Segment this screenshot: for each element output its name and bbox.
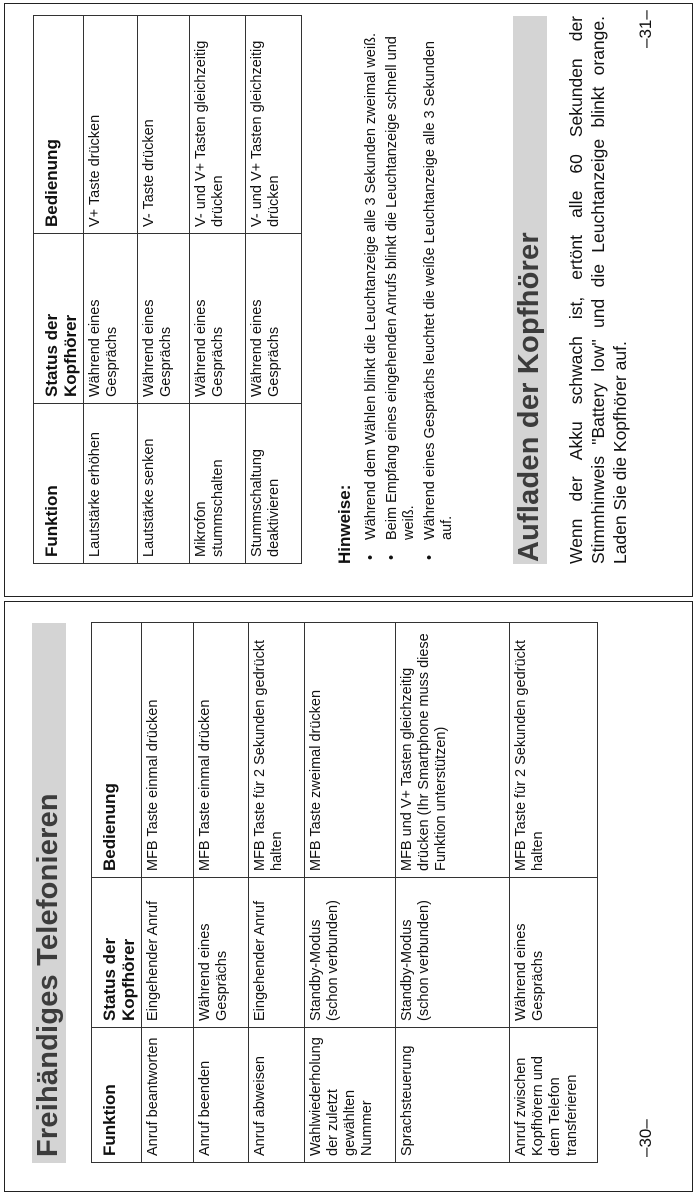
bullet-icon: •: [384, 554, 400, 560]
table-row: [138, 16, 190, 564]
table-row: [142, 623, 194, 1163]
header-cell: Bedienung: [92, 623, 142, 878]
notes-heading: Hinweise:: [335, 484, 354, 564]
header-cell: Funktion: [34, 404, 84, 564]
table-row: [249, 623, 305, 1163]
list-item: [363, 16, 380, 564]
table-cell: V- und V+ Tasten gleichzeitig drücken: [190, 16, 246, 234]
header-cell: Status der Kopfhörer: [92, 878, 142, 1028]
list-item: [384, 16, 418, 564]
table-header-row: [92, 623, 142, 1163]
table-row: [190, 16, 246, 564]
table-cell: MFB Taste für 2 Sekunden gedrückt halten: [249, 623, 305, 878]
header-cell: Bedienung: [34, 16, 84, 234]
charging-paragraph: Wenn der Akku schwach ist, ertönt alle 60 Sekunden der Stimmhinweis "Battery low" und die Leuchtanzeige blinkt orange. Laden Sie die Kopfhörer auf.: [566, 16, 630, 564]
table-cell: Anruf abweisen: [249, 1028, 305, 1163]
table-cell: Standby-Modus (schon verbunden): [396, 878, 510, 1028]
header-cell: Funktion: [92, 1028, 142, 1163]
page-number: –30–: [636, 1119, 655, 1157]
table-cell: Standby-Modus (schon verbunden): [305, 878, 396, 1028]
note-text: Beim Empfang eines eingehenden Anrufs blinkt die Leuchtanzeige schnell und weiß.: [384, 36, 417, 540]
table-cell: Wahlwiederholung der zuletzt gewählten Nummer: [305, 1028, 396, 1163]
table-cell: Eingehender Anruf: [142, 878, 194, 1028]
table-cell: Während eines Gesprächs: [190, 234, 246, 404]
table-header-row: [34, 16, 84, 564]
list-item: [422, 16, 456, 564]
table-row: [305, 623, 396, 1163]
page-30: [4, 601, 693, 1192]
table-cell: MFB Taste einmal drücken: [194, 623, 249, 878]
notes-list: [363, 16, 460, 564]
handsfree-table: [91, 622, 598, 1163]
table-cell: V- Taste drücken: [138, 16, 190, 234]
table-cell: Mikrofon stummschalten: [190, 404, 246, 564]
section-title-handsfree: Freihändiges Telefonieren: [32, 793, 64, 1157]
table-cell: Während eines Gesprächs: [246, 234, 302, 404]
table-cell: Anruf zwischen Kopfhörern und dem Telefon transferieren: [510, 1028, 598, 1163]
table-cell: V- und V+ Tasten gleichzeitig drücken: [246, 16, 302, 234]
table-cell: Während eines Gesprächs: [138, 234, 190, 404]
table-row: [510, 623, 598, 1163]
table-cell: MFB und V+ Tasten gleichzeitig drücken (Ihr Smartphone muss diese Funktion unterstützen): [396, 623, 510, 878]
table-cell: Während eines Gesprächs: [194, 878, 249, 1028]
table-cell: MFB Taste einmal drücken: [142, 623, 194, 878]
table-row: [246, 16, 302, 564]
table-cell: Anruf beenden: [194, 1028, 249, 1163]
section-title-charging: Aufladen der Kopfhörer: [513, 232, 545, 562]
table-cell: Eingehender Anruf: [249, 878, 305, 1028]
note-text: Während dem Wählen blinkt die Leuchtanzeige alle 3 Sekunden zweimal weiß.: [363, 33, 379, 540]
table-cell: Anruf beantworten: [142, 1028, 194, 1163]
table-cell: MFB Taste für 2 Sekunden gedrückt halten: [510, 623, 598, 878]
note-text: Während eines Gesprächs leuchtet die weiße Leuchtanzeige alle 3 Sekunden auf.: [422, 41, 455, 540]
bullet-icon: •: [363, 554, 379, 560]
table-cell: Während eines Gesprächs: [84, 234, 138, 404]
table-row: [84, 16, 138, 564]
page-number: –31–: [636, 10, 655, 48]
table-cell: MFB Taste zweimal drücken: [305, 623, 396, 878]
header-cell: Status der Kopfhörer: [34, 234, 84, 404]
table-cell: V+ Taste drücken: [84, 16, 138, 234]
bullet-icon: •: [422, 554, 438, 560]
table-row: [194, 623, 249, 1163]
volume-table: [33, 15, 302, 564]
table-cell: Lautstärke senken: [138, 404, 190, 564]
table-row: [396, 623, 510, 1163]
table-cell: Während eines Gesprächs: [510, 878, 598, 1028]
table-cell: Sprachsteuerung: [396, 1028, 510, 1163]
page-31: [4, 3, 693, 597]
table-cell: Lautstärke erhöhen: [84, 404, 138, 564]
table-cell: Stummschaltung deaktivieren: [246, 404, 302, 564]
